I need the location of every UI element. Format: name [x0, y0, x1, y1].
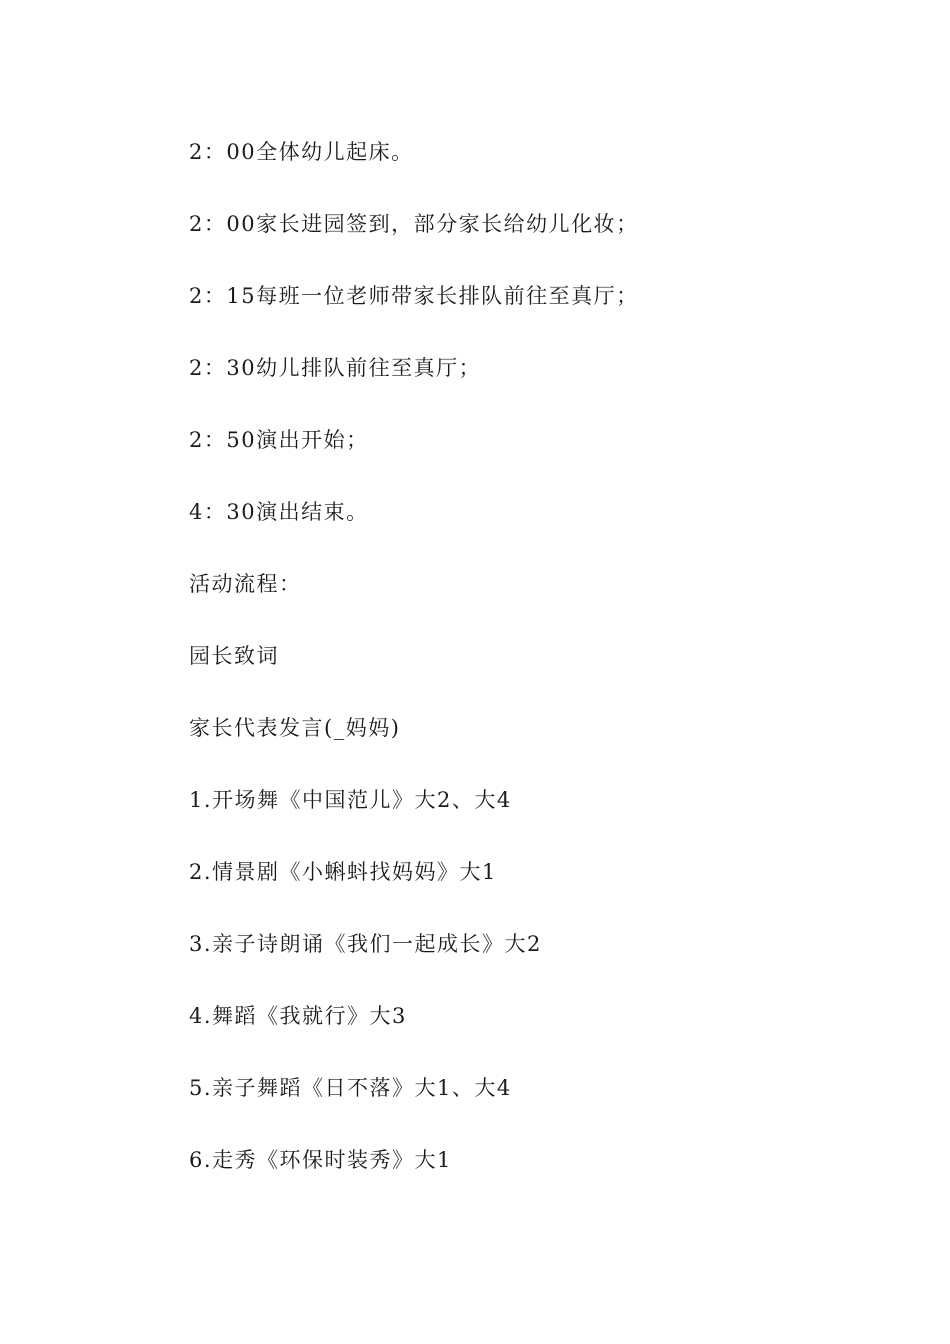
schedule-line-show-start: 2：50演出开始；	[189, 428, 369, 452]
program-item-6: 6.走秀《环保时装秀》大1	[189, 1148, 452, 1172]
section-heading-activity-flow: 活动流程：	[189, 572, 302, 596]
schedule-line-parent-signin: 2：00家长进园签到，部分家长给幼儿化妆；	[189, 212, 639, 236]
program-item-1: 1.开场舞《中国范儿》大2、大4	[189, 788, 512, 812]
schedule-line-teacher-lead: 2：15每班一位老师带家长排队前往至真厅；	[189, 284, 639, 308]
flow-item-principal-speech: 园长致词	[189, 644, 279, 668]
flow-item-parent-speech: 家长代表发言(_妈妈)	[189, 716, 401, 740]
schedule-line-show-end: 4：30演出结束。	[189, 500, 369, 524]
document-body	[189, 132, 639, 1212]
program-item-3: 3.亲子诗朗诵《我们一起成长》大2	[189, 932, 542, 956]
schedule-line-wakeup: 2：00全体幼儿起床。	[189, 140, 414, 164]
program-item-5: 5.亲子舞蹈《日不落》大1、大4	[189, 1076, 512, 1100]
program-item-4: 4.舞蹈《我就行》大3	[189, 1004, 407, 1028]
schedule-line-children-line-up: 2：30幼儿排队前往至真厅；	[189, 356, 482, 380]
program-item-2: 2.情景剧《小蝌蚪找妈妈》大1	[189, 860, 497, 884]
